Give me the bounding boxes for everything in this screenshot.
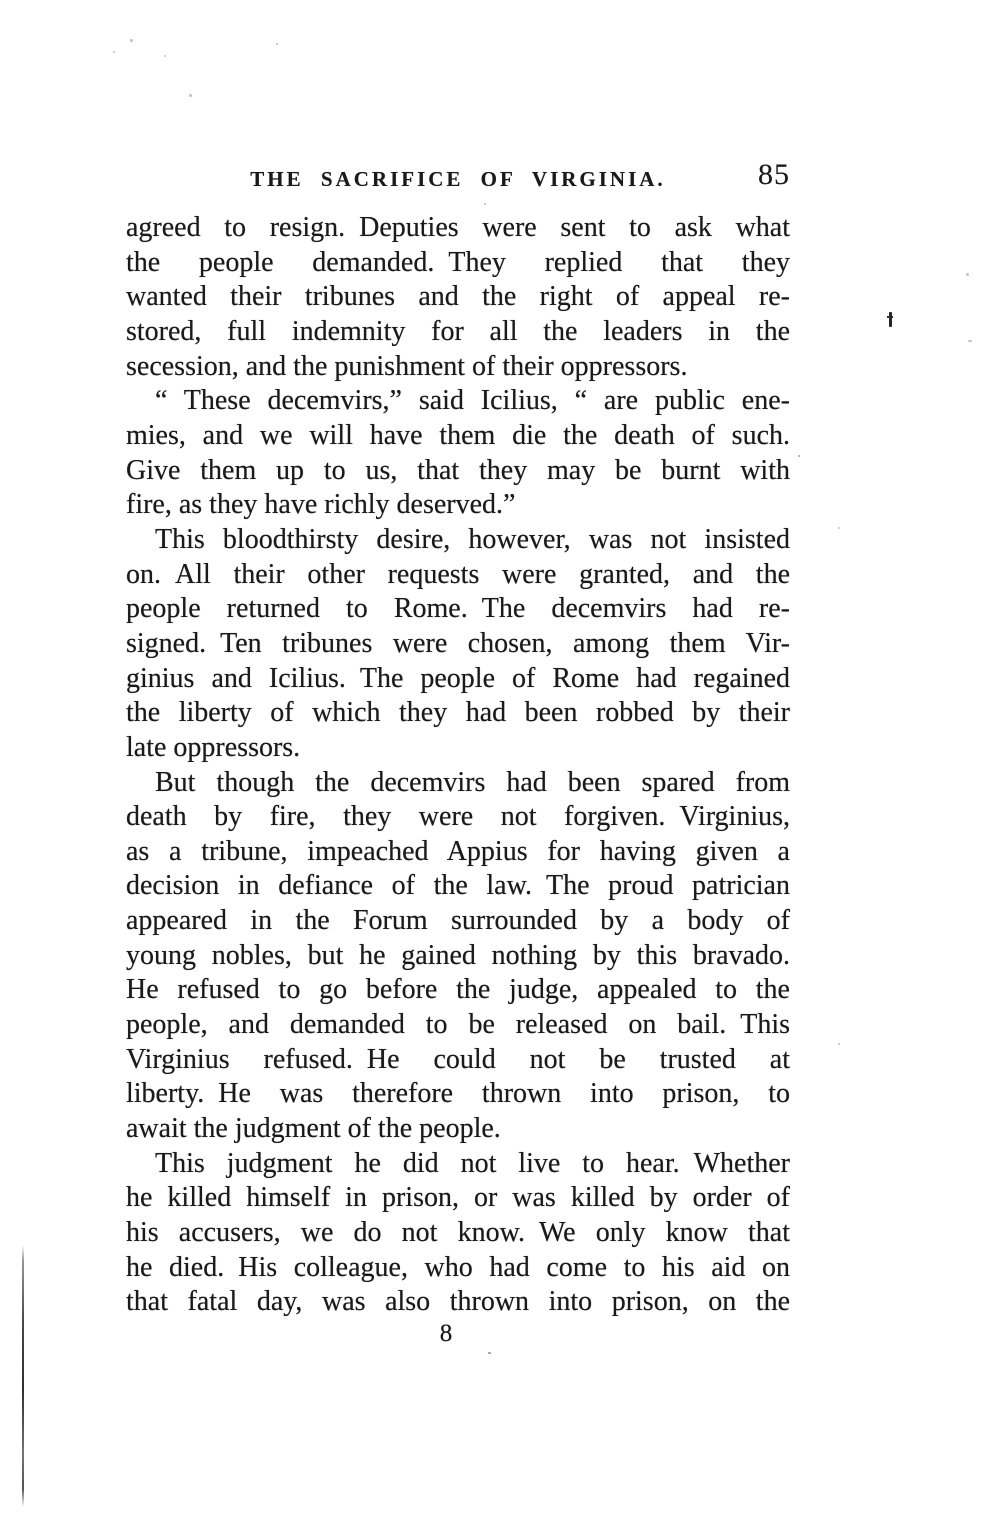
scan-speck xyxy=(276,43,278,45)
text-line: Give them up to us, that they may be burnt with xyxy=(126,454,790,486)
signature-mark: 8 xyxy=(439,1320,453,1347)
text-line: liberty. He was therefore thrown into prison, to xyxy=(126,1078,790,1110)
text-line: He refused to go before the judge, appealed to the xyxy=(126,974,790,1006)
text-line: decision in defiance of the law. The proud patrician xyxy=(126,870,790,902)
text-line: that fatal day, was also thrown into prison, on the xyxy=(126,1286,790,1318)
paragraph xyxy=(126,384,790,523)
text-line: mies, and we will have them die the death of such. xyxy=(126,419,790,451)
scan-speck xyxy=(130,39,133,42)
text-line: death by fire, they were not forgiven. Virginius, xyxy=(126,801,790,833)
body-text xyxy=(126,211,790,1320)
text-line: agreed to resign. Deputies were sent to ask what xyxy=(126,212,790,243)
text-line: as a tribune, impeached Appius for having given a xyxy=(126,835,790,867)
text-line: fire, as they have richly deserved.” xyxy=(126,489,516,521)
scan-artifact-vertical-line xyxy=(22,1245,24,1507)
text-line: wanted their tribunes and the right of appeal re- xyxy=(126,281,790,313)
text-line: “ These decemvirs,” said Icilius, “ are public ene- xyxy=(155,385,790,417)
text-line: But though the decemvirs had been spared from xyxy=(155,766,790,798)
page-number: 85 xyxy=(758,158,790,191)
text-line: he killed himself in prison, or was killed by order of xyxy=(126,1182,790,1214)
text-line: secession, and the punishment of their oppressors. xyxy=(126,350,688,382)
paragraph xyxy=(126,523,790,766)
scan-speck xyxy=(968,340,972,342)
text-line: This bloodthirsty desire, however, was not insisted xyxy=(155,523,790,555)
text-line: young nobles, but he gained nothing by this bravado. xyxy=(126,939,790,971)
scan-artifact-ink-mark xyxy=(889,312,892,327)
text-line: his accusers, we do not know. We only know that xyxy=(126,1217,790,1249)
text-line: people, and demanded to be released on bail. This xyxy=(126,1009,790,1041)
scan-speck xyxy=(966,273,969,276)
scan-speck xyxy=(838,1043,840,1045)
scan-speck xyxy=(484,203,486,205)
text-line: ginius and Icilius. The people of Rome had regained xyxy=(126,662,790,694)
running-title: THE SACRIFICE OF VIRGINIA. xyxy=(250,167,666,191)
text-line: he died. His colleague, who had come to his aid on xyxy=(126,1251,790,1283)
scan-speck xyxy=(838,527,840,529)
scan-speck xyxy=(189,94,192,97)
text-line: appeared in the Forum surrounded by a body of xyxy=(126,905,790,937)
text-line: stored, full indemnity for all the leaders in the xyxy=(126,315,790,347)
text-line: late oppressors. xyxy=(126,731,301,763)
text-line: Virginius refused. He could not be trusted at xyxy=(126,1043,790,1075)
text-line: people returned to Rome. The decemvirs had re- xyxy=(126,593,790,625)
paragraph xyxy=(126,211,790,384)
text-line: the people demanded. They replied that they xyxy=(126,246,790,278)
page-header xyxy=(126,160,790,198)
text-line: on. All their other requests were granted, and the xyxy=(126,558,790,590)
text-line: signed. Ten tribunes were chosen, among them Vir- xyxy=(126,627,790,659)
text-line: the liberty of which they had been robbed by their xyxy=(126,697,790,729)
text-line: await the judgment of the people. xyxy=(126,1113,501,1145)
scan-speck xyxy=(798,455,800,457)
paragraph xyxy=(126,1147,790,1320)
scan-speck xyxy=(488,1352,491,1354)
scan-speck xyxy=(113,51,115,53)
text-line: This judgment he did not live to hear. Whether xyxy=(155,1147,790,1179)
scan-speck xyxy=(164,55,166,57)
paragraph xyxy=(126,766,790,1147)
